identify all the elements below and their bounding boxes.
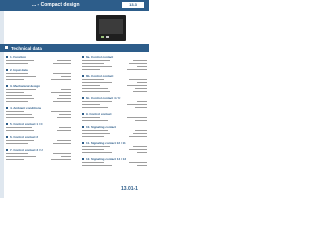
spec-row — [82, 151, 147, 154]
spec-section — [82, 125, 147, 138]
spec-value-text — [133, 146, 147, 147]
spec-label-text — [82, 66, 112, 67]
spec-value-text — [59, 95, 71, 96]
left-margin-strip — [0, 11, 4, 198]
technical-data-bar — [0, 44, 149, 52]
spec-label-text — [82, 146, 110, 147]
spec-value-text — [129, 162, 147, 163]
spec-row — [6, 158, 71, 161]
spec-section-title: 12. Signaling contact 14 / 13 — [86, 157, 127, 161]
spec-label-text — [6, 101, 28, 102]
spec-value-text — [51, 159, 71, 160]
spec-row — [82, 90, 147, 93]
spec-label-text — [6, 143, 28, 144]
spec-value-text — [137, 66, 147, 67]
spec-label-text — [6, 127, 32, 128]
spec-value-text — [137, 152, 147, 153]
spec-value-text — [53, 143, 71, 144]
spec-value-text — [59, 114, 71, 115]
page-number: 13.01-1 — [121, 186, 138, 192]
spec-section — [82, 74, 147, 93]
bullet-square-icon — [6, 85, 8, 87]
spec-label-text — [82, 91, 110, 92]
product-photo-area — [18, 14, 133, 44]
bullet-square-icon — [82, 158, 84, 160]
spec-section-title: 4. Ambient conditions — [10, 106, 42, 110]
spec-section — [6, 106, 71, 119]
spec-label-text — [82, 63, 104, 64]
spec-section-title: 5. Control contact 1 / C — [10, 122, 43, 126]
spec-label-text — [6, 153, 28, 154]
spec-label-text — [6, 76, 36, 77]
spec-value-text — [59, 127, 71, 128]
spec-value-text — [135, 120, 147, 121]
spec-label-text — [82, 165, 112, 166]
spec-value-text — [127, 117, 147, 118]
spec-label-text — [82, 82, 112, 83]
spec-label-text — [82, 162, 104, 163]
spec-section — [82, 157, 147, 167]
spec-value-text — [135, 88, 147, 89]
spec-section-title: 10. Signaling contact — [86, 125, 117, 129]
left-spec-column — [6, 55, 71, 164]
spec-label-text — [82, 107, 108, 108]
spec-value-text — [51, 111, 71, 112]
header-bar — [0, 0, 149, 11]
spec-section-title: 8c. Control contact 4 / U — [86, 96, 121, 100]
spec-label-text — [6, 130, 34, 131]
spec-value-text — [133, 60, 147, 61]
spec-label-text — [6, 156, 36, 157]
bullet-square-icon — [82, 56, 84, 58]
spec-label-text — [6, 92, 24, 93]
spec-value-text — [53, 73, 71, 74]
spec-value-text — [61, 76, 71, 77]
spec-row — [6, 116, 71, 119]
spec-label-text — [82, 101, 112, 102]
spec-label-text — [6, 73, 28, 74]
spec-label-text — [6, 111, 24, 112]
spec-value-text — [135, 107, 147, 108]
spec-value-text — [57, 140, 71, 141]
spec-value-text — [127, 85, 147, 86]
device-image — [96, 15, 126, 41]
bullet-square-icon — [6, 136, 8, 138]
spec-value-text — [127, 104, 147, 105]
spec-row — [6, 62, 71, 65]
spec-label-text — [82, 130, 108, 131]
spec-label-text — [6, 117, 34, 118]
bullet-square-icon — [82, 126, 84, 128]
spec-value-text — [61, 89, 71, 90]
spec-row — [6, 78, 71, 81]
spec-value-text — [57, 98, 71, 99]
spec-label-text — [6, 140, 34, 141]
spec-label-text — [82, 152, 112, 153]
spec-label-text — [82, 85, 100, 86]
spec-label-text — [82, 88, 108, 89]
bullet-square-icon — [82, 75, 84, 77]
spec-label-text — [82, 133, 110, 134]
spec-label-text — [82, 120, 108, 121]
spec-section — [6, 135, 71, 145]
bullet-square-icon — [6, 56, 8, 58]
spec-value-text — [57, 117, 71, 118]
spec-label-text — [6, 98, 34, 99]
spec-label-text — [82, 104, 100, 105]
spec-value-text — [129, 63, 147, 64]
spec-section — [6, 122, 71, 132]
bullet-square-icon — [6, 69, 8, 71]
spec-section-title: 1. Function — [10, 55, 26, 59]
spec-label-text — [6, 95, 32, 96]
spec-label-text — [82, 69, 100, 70]
spec-value-text — [129, 79, 147, 80]
spec-row — [6, 100, 71, 103]
section-marker-icon — [5, 46, 8, 49]
spec-section-title: 7. Control contact 3 / U — [10, 148, 43, 152]
spec-value-text — [137, 101, 147, 102]
spec-label-text — [6, 114, 32, 115]
spec-label-text — [82, 117, 100, 118]
spec-row — [82, 164, 147, 167]
right-spec-column — [82, 55, 147, 170]
spec-value-text — [51, 79, 71, 80]
spec-row — [82, 106, 147, 109]
spec-section-title: 11. Signaling contact 12 / 11 — [86, 141, 126, 145]
spec-label-text — [6, 63, 28, 64]
spec-section — [6, 84, 71, 103]
spec-section-title: 8a. Control contact — [86, 55, 114, 59]
section-code-badge: 13.3 — [122, 2, 144, 8]
page-title: ... - Compact design — [32, 2, 80, 8]
bullet-square-icon — [82, 142, 84, 144]
spec-row — [82, 135, 147, 138]
device-led-grey — [106, 36, 109, 38]
spec-section-title: 3. Mechanical design — [10, 84, 41, 88]
spec-value-text — [129, 136, 147, 137]
spec-value-text — [51, 92, 71, 93]
spec-section-title: 2. Input data — [10, 68, 28, 72]
spec-label-text — [82, 136, 104, 137]
spec-value-text — [53, 153, 71, 154]
spec-value-text — [61, 156, 71, 157]
device-front-panel — [99, 19, 123, 34]
spec-row — [6, 142, 71, 145]
spec-value-text — [127, 69, 147, 70]
spec-value-text — [133, 91, 147, 92]
spec-value-text — [133, 133, 147, 134]
spec-section-title: 8b. Control contact — [86, 74, 114, 78]
device-led-green — [101, 36, 104, 38]
spec-label-text — [6, 89, 36, 90]
spec-label-text — [6, 60, 34, 61]
bullet-square-icon — [6, 107, 8, 109]
spec-value-text — [137, 82, 147, 83]
spec-section-title: 9. Control contact — [86, 112, 112, 116]
spec-section — [82, 141, 147, 154]
spec-section — [6, 148, 71, 161]
bullet-square-icon — [6, 123, 8, 125]
bullet-square-icon — [82, 113, 84, 115]
spec-section — [82, 55, 147, 71]
spec-label-text — [82, 79, 104, 80]
spec-label-text — [6, 159, 24, 160]
spec-value-text — [57, 60, 71, 61]
spec-label-text — [6, 79, 24, 80]
spec-value-text — [137, 165, 147, 166]
spec-row — [82, 68, 147, 71]
spec-value-text — [129, 149, 147, 150]
spec-section-title: 6. Control contact 2 — [10, 135, 39, 139]
spec-label-text — [82, 60, 110, 61]
spec-row — [82, 119, 147, 122]
spec-section — [82, 96, 147, 109]
spec-value-text — [57, 130, 71, 131]
spec-value-text — [53, 63, 71, 64]
spec-row — [6, 129, 71, 132]
bullet-square-icon — [82, 97, 84, 99]
spec-section — [6, 55, 71, 65]
spec-value-text — [135, 130, 147, 131]
spec-value-text — [53, 101, 71, 102]
spec-section — [6, 68, 71, 81]
technical-data-title: Technical data — [11, 45, 42, 51]
bullet-square-icon — [6, 149, 8, 151]
spec-label-text — [82, 149, 104, 150]
spec-section — [82, 112, 147, 122]
